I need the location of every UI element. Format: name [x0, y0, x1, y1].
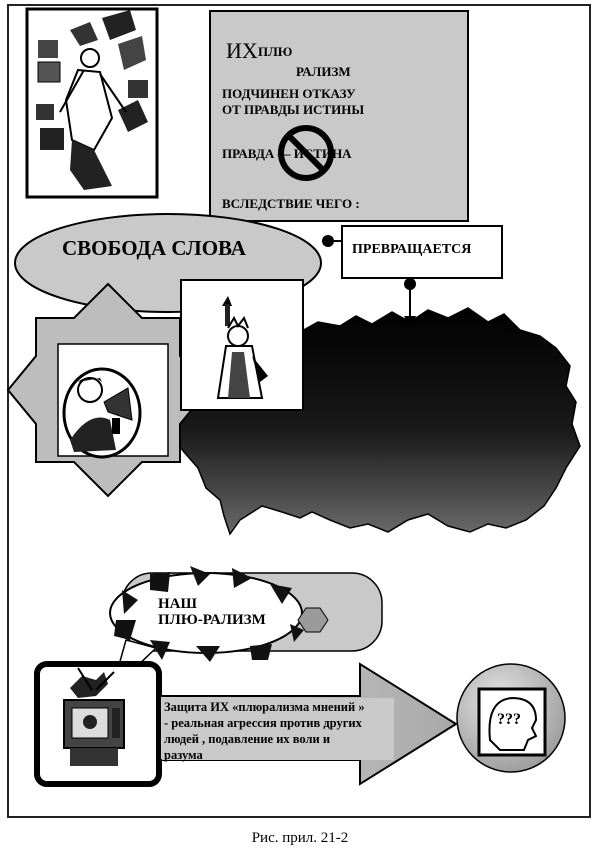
arrow-text-line3: людей , подавление их воли и — [164, 732, 331, 746]
megaphone-man-icon — [64, 369, 140, 457]
arrow-text-line4: разума — [164, 748, 203, 762]
svg-text:???: ??? — [497, 711, 521, 728]
pluralism-line5: ПРАВДА — ИСТИНА — [222, 146, 352, 161]
transforms-label: ПРЕВРАЩАЕТСЯ — [352, 242, 472, 257]
pluralism-line1-small: ПЛЮ — [258, 44, 293, 59]
pluralism-line3: ПОДЧИНЕН ОТКАЗУ — [222, 86, 356, 101]
freedom-of-speech-label: СВОБОДА СЛОВА — [62, 236, 246, 260]
bubble-line2: ПЛЮ-РАЛИЗМ — [158, 612, 266, 628]
pluralism-line4: ОТ ПРАВДЫ ИСТИНЫ — [222, 102, 365, 117]
bubble-line1: НАШ — [158, 596, 197, 612]
pluralism-line2: РАЛИЗМ — [296, 64, 351, 79]
arrow-text-line1: Защита ИХ «плюрализма мнений » — [164, 700, 365, 714]
pluralism-line1-big: ИХ — [226, 38, 258, 63]
arrow-text-line2: - реальная агрессия против других — [164, 716, 362, 730]
pluralism-line6: ВСЛЕДСТВИЕ ЧЕГО : — [222, 196, 360, 211]
scholar-clipart-icon — [27, 9, 157, 197]
figure-caption: Рис. прил. 21-2 — [251, 830, 349, 846]
